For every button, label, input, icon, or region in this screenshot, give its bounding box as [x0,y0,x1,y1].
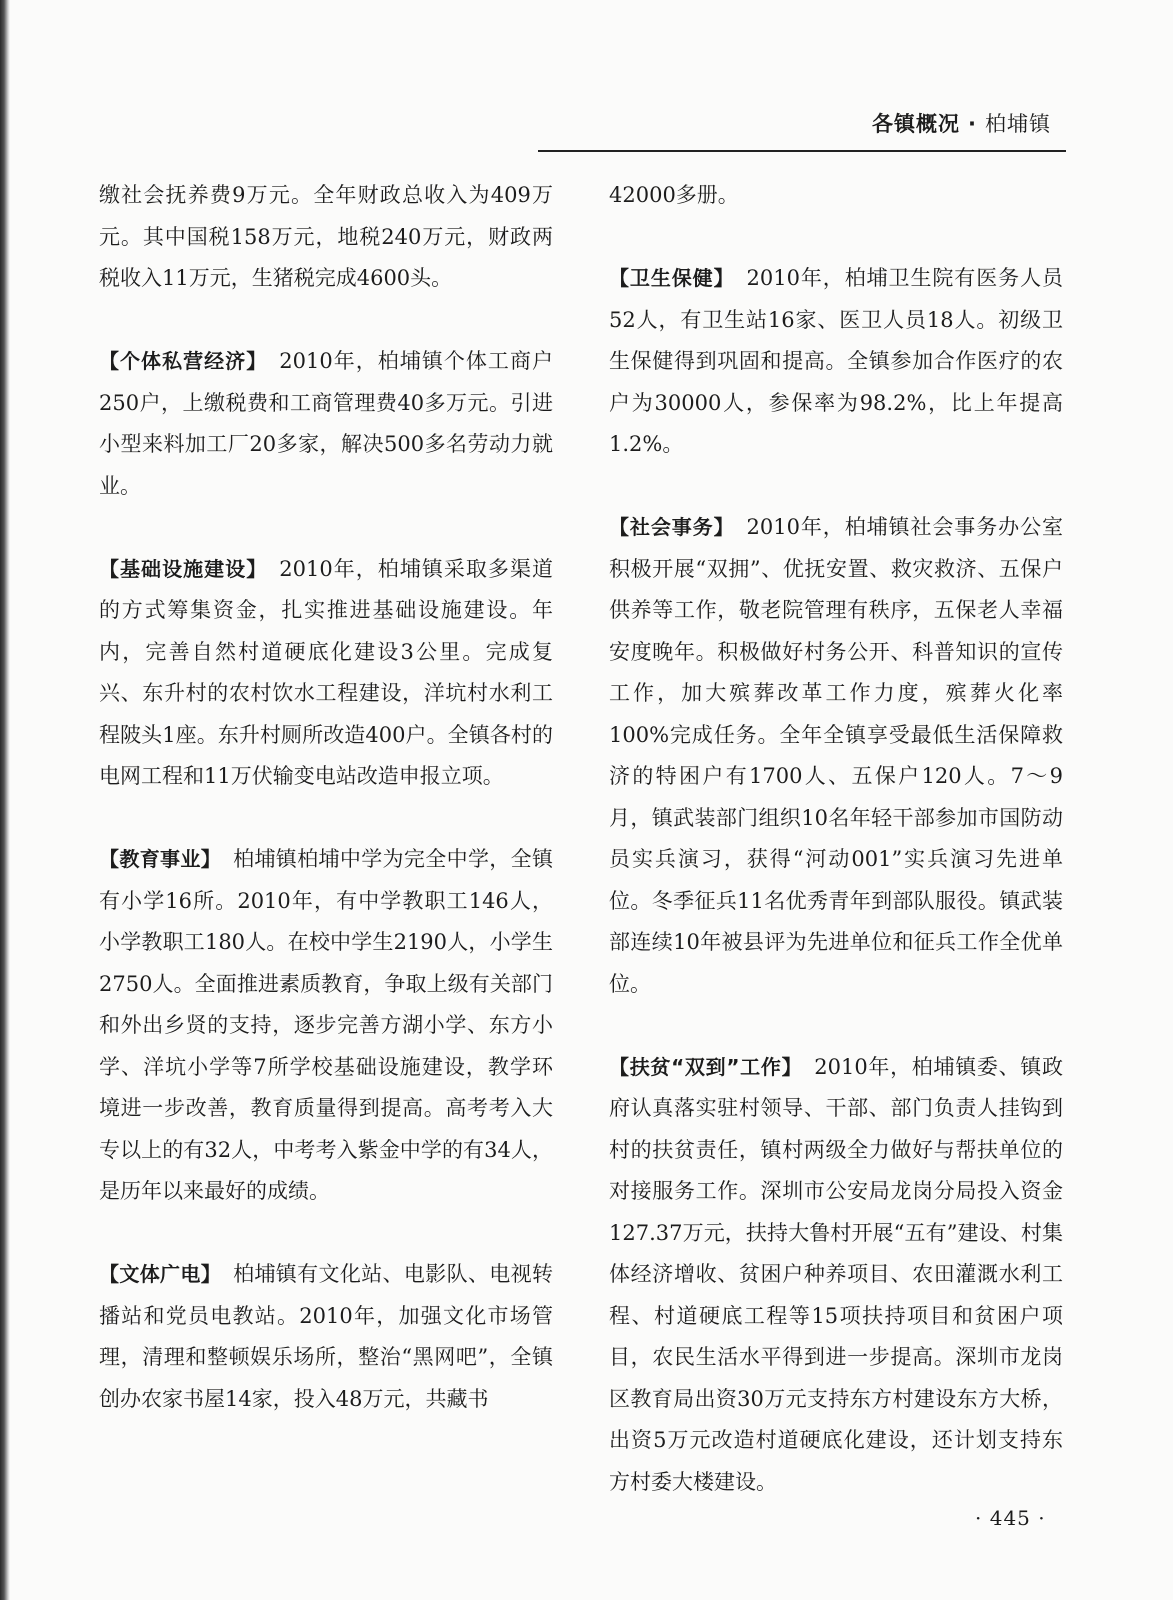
left-continuation-paragraph: 缴社会抚养费9万元。全年财政总收入为409万元。其中国税158万元，地税240万元，财政两税收入11万元，生猪税完成4600头。 [99,183,553,290]
section-heading: 【教育事业】 [99,847,222,871]
right-column [609,175,1063,1545]
section-body: 2010年，柏埔镇委、镇政府认真落实驻村领导、干部、部门负责人挂钩到村的扶贫责任，镇村两级全力做好与帮扶单位的对接服务工作。深圳市公安局龙岗分局投入资金127.37万元，扶持大鲁村开展“五有”建设、村集体经济增收、贫困户种养项目、农田灌溉水利工程、村道硬底工程等15项扶持项目和贫困户项目，农民生活水平得到进一步提高。深圳市龙岗区教育局出资30万元支持东方村建设东方大桥，出资5万元改造村道硬底化建设，还计划支持东方村委大楼建设。 [609,1054,1063,1494]
section-body: 2010年，柏埔镇社会事务办公室积极开展“双拥”、优抚安置、救灾救济、五保户供养等工作，敬老院管理有秩序，五保老人幸福安度晚年。积极做好村务公开、科普知识的宣传工作，加大殡葬改革工作力度，殡葬火化率100%完成任务。全年全镇享受最低生活保障救济的特困户有1700人、五保户120人。7～9月，镇武装部门组织10名年轻干部参加市国防动员实兵演习，获得“河动001”实兵演习先进单位。冬季征兵11名优秀青年到部队服役。镇武装部连续10年被县评为先进单位和征兵工作全优单位。 [609,515,1063,996]
section-heading: 【卫生保健】 [609,266,735,290]
section-poverty-alleviation [609,1047,1063,1504]
section-heading: 【扶贫“双到”工作】 [609,1054,803,1079]
section-body: 2010年，柏埔卫生院有医务人员52人，有卫生站16家、医卫人员18人。初级卫生保健得到巩固和提高。全镇参加合作医疗的农户为30000人，参保率为98.2%，比上年提高1.2%。 [609,266,1063,456]
running-head [872,108,1051,138]
section-health-care [609,258,1063,466]
left-column [99,175,553,1462]
page-header [0,0,1173,160]
running-head-subtitle: 柏埔镇 [985,112,1051,136]
separator-dot: · [968,112,977,136]
section-infrastructure [99,549,553,798]
page-number: · 445 · [975,1506,1046,1530]
running-head-title: 各镇概况 [872,112,961,136]
right-continuation-paragraph: 42000多册。 [609,183,739,207]
section-culture-broadcast [99,1254,553,1420]
header-rule [538,150,1066,152]
section-heading: 【基础设施建设】 [99,556,268,581]
section-private-economy [99,341,553,507]
section-body: 柏埔镇有文化站、电影队、电视转播站和党员电教站。2010年，加强文化市场管理，清理和整顿娱乐场所，整治“黑网吧”，全镇创办农家书屋14家，投入48万元，共藏书 [99,1262,554,1411]
section-body: 2010年，柏埔镇个体工商户250户，上缴税费和工商管理费40多万元。引进小型来料加工厂20多家，解决500多名劳动力就业。 [99,349,553,498]
section-body: 柏埔镇柏埔中学为完全中学，全镇有小学16所。2010年，有中学教职工146人，小学教职工180人。在校中学生2190人，小学生2750人。全面推进素质教育，争取上级有关部门和外出乡贤的支持，逐步完善方湖小学、东方小学、洋坑小学等7所学校基础设施建设，教学环境进一步改善，教育质量得到提高。高考考入大专以上的有32人，中考考入紫金中学的有34人，是历年以来最好的成绩。 [99,847,554,1203]
section-heading: 【文体广电】 [99,1262,222,1286]
section-heading: 【个体私营经济】 [99,349,268,373]
section-education [99,839,553,1213]
section-heading: 【社会事务】 [609,515,735,539]
section-social-affairs [609,507,1063,1005]
section-body: 2010年，柏埔镇采取多渠道的方式筹集资金，扎实推进基础设施建设。年内，完善自然村道硬底化建设3公里。完成复兴、东升村的农村饮水工程建设，洋坑村水利工程陂头1座。东升村厕所改造400户。全镇各村的电网工程和11万伏输变电站改造申报立项。 [99,556,553,788]
scan-edge [0,0,10,1600]
